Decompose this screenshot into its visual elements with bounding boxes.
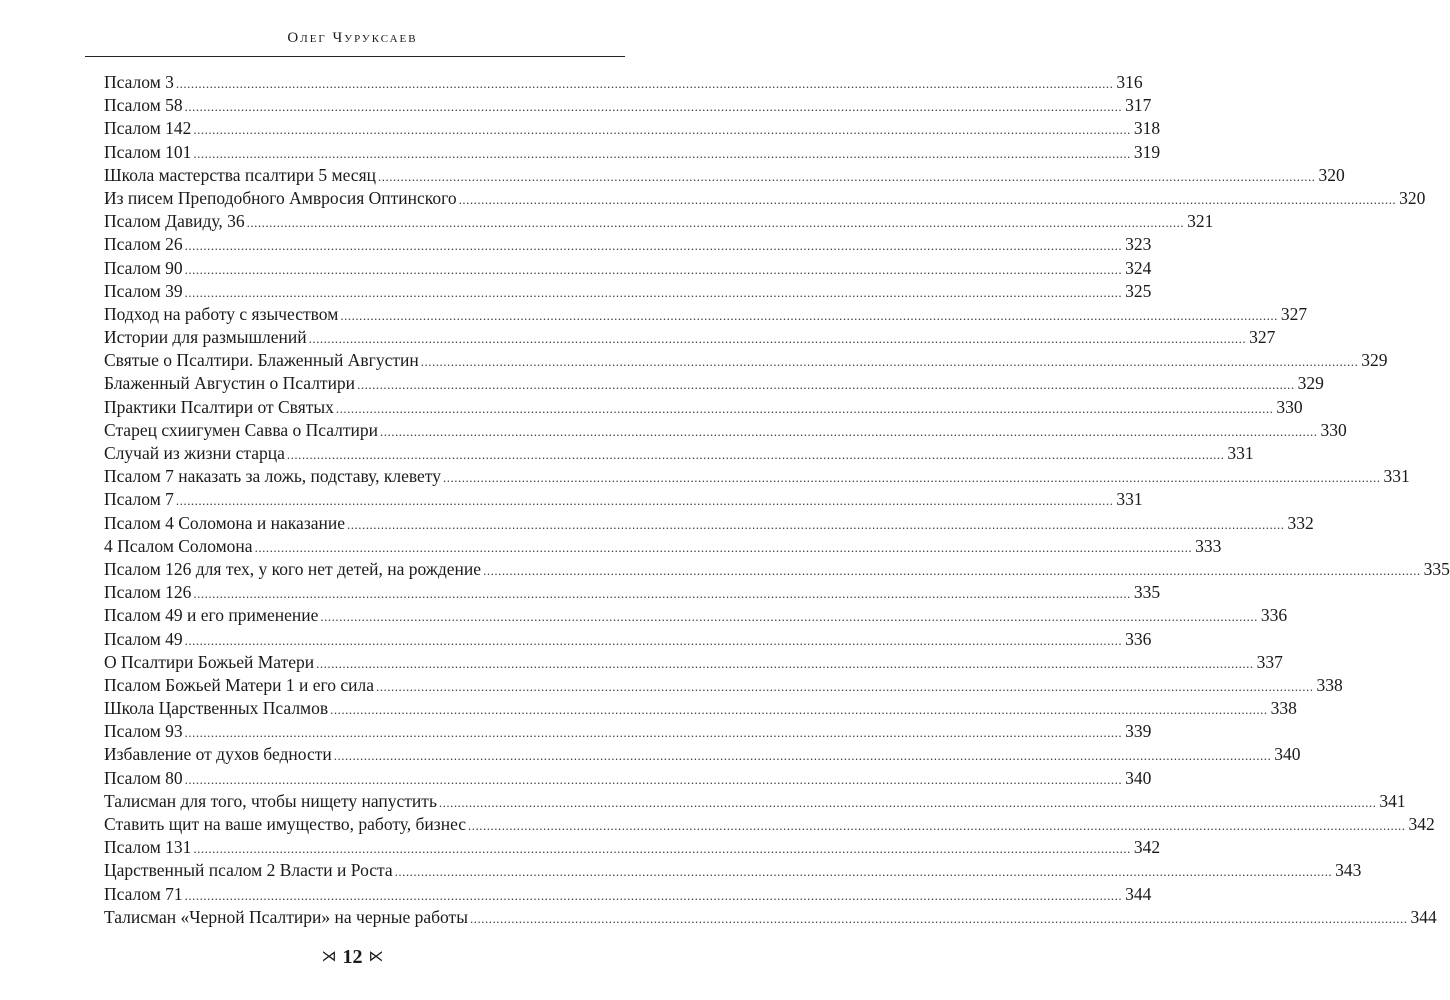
- toc-entry-title: Псалом 39: [104, 280, 183, 301]
- toc-entry-title: 4 Псалом Соломона: [104, 535, 253, 556]
- toc-dot-leader: [483, 559, 1421, 582]
- toc-entry-page: 325: [1125, 280, 1152, 301]
- toc-dot-leader: [247, 211, 1185, 234]
- toc-entry: [104, 604, 1288, 627]
- toc-entry-title: Случай из жизни старца: [104, 443, 285, 463]
- toc-entry-title: Ставить щит на ваше имущество, работу, бизнес: [104, 814, 467, 834]
- toc-entry-title: Истории для размышлений: [104, 327, 307, 348]
- toc-entry: [104, 512, 1314, 535]
- toc-entry: [104, 210, 1214, 233]
- toc-entry: [104, 303, 1308, 326]
- toc-dot-leader: [193, 142, 1131, 165]
- toc-entry-page: 342: [1408, 814, 1435, 834]
- toc-entry-page: 338: [1316, 674, 1343, 695]
- toc-entry-page: 318: [1133, 118, 1161, 139]
- toc-entry-page: 316: [1116, 72, 1143, 92]
- page-number: 12: [342, 946, 363, 968]
- toc-entry: [104, 94, 1152, 117]
- toc-dot-leader: [176, 72, 1114, 95]
- toc-entry-page: 327: [1249, 327, 1276, 348]
- toc-entry-page: 321: [1187, 211, 1214, 232]
- toc-entry-title: Псалом 3: [104, 72, 174, 92]
- toc-entry-title: Псалом 49: [104, 628, 183, 649]
- toc-entry-title: Псалом 49 и его применение: [104, 605, 319, 626]
- toc-entry: [104, 419, 1347, 442]
- toc-entry-title: Псалом 26: [104, 234, 183, 255]
- toc-entry-title: Блаженный Августин о Псалтири: [104, 373, 356, 394]
- toc-dot-leader: [330, 698, 1268, 721]
- toc-entry-title: Псалом Божьей Матери 1 и его сила: [104, 674, 374, 695]
- toc-entry-title: Псалом 4 Соломона и наказание: [104, 512, 345, 533]
- toc-dot-leader: [443, 466, 1381, 489]
- toc-dot-leader: [376, 675, 1314, 698]
- toc-entry: [104, 558, 1450, 581]
- toc-dot-leader: [193, 582, 1131, 605]
- toc-dot-leader: [185, 258, 1123, 281]
- toc-entry: [104, 674, 1343, 697]
- toc-dot-leader: [357, 373, 1295, 396]
- toc-dot-leader: [185, 629, 1123, 652]
- toc-entry: [104, 859, 1362, 882]
- toc-entry-title: Практики Псалтири от Святых: [104, 396, 334, 417]
- toc-entry-page: 332: [1287, 512, 1314, 533]
- toc-entry: [104, 488, 1143, 511]
- toc-entry: [104, 326, 1276, 349]
- toc-dot-leader: [287, 443, 1225, 466]
- toc-dot-leader: [459, 188, 1397, 211]
- toc-entry-title: Псалом 58: [104, 95, 183, 116]
- toc-dot-leader: [185, 768, 1123, 791]
- toc-entry-page: 329: [1297, 373, 1324, 394]
- toc-entry-title: Школа мастерства псалтири 5 месяц: [104, 164, 376, 185]
- toc-entry: [104, 697, 1297, 720]
- toc-dot-leader: [468, 814, 1406, 837]
- toc-entry: [104, 906, 1437, 929]
- toc-entry-title: Псалом 131: [104, 837, 192, 858]
- toc-entry-title: Псалом 7 наказать за ложь, подставу, клевету: [104, 466, 441, 487]
- toc-entry: [104, 581, 1161, 604]
- toc-entry-title: Святые о Псалтири. Блаженный Августин: [104, 350, 419, 371]
- ornament-right-icon: ⋉: [368, 949, 384, 965]
- toc-dot-leader: [334, 744, 1272, 767]
- toc-entry-page: 336: [1125, 628, 1152, 649]
- toc-entry-title: Из писем Преподобного Амвросия Оптинского: [104, 187, 457, 208]
- toc-entry-page: 329: [1361, 350, 1388, 371]
- page-folio: [0, 946, 705, 969]
- toc-entry: [104, 720, 1152, 743]
- toc-entry-page: 337: [1256, 651, 1283, 672]
- toc-entry-title: Псалом 80: [104, 767, 183, 788]
- toc-entry-title: О Псалтири Божьей Матери: [104, 651, 315, 672]
- toc-entry-page: 336: [1260, 605, 1288, 626]
- toc-entry-page: 344: [1410, 906, 1437, 927]
- toc-entry-page: 335: [1133, 582, 1161, 603]
- toc-entry: [104, 349, 1388, 372]
- toc-dot-leader: [347, 513, 1285, 536]
- toc-entry-page: 324: [1125, 257, 1152, 278]
- toc-entry-page: 342: [1133, 837, 1161, 858]
- toc-dot-leader: [185, 281, 1123, 304]
- toc-dot-leader: [193, 837, 1131, 860]
- running-head-author: Олег Чуруксаев: [287, 30, 418, 46]
- toc-entry: [104, 743, 1301, 766]
- toc-entry-title: Псалом 71: [104, 883, 183, 904]
- toc-entry: [104, 535, 1222, 558]
- toc-dot-leader: [185, 884, 1123, 907]
- toc-entry-title: Псалом 126 для тех, у кого нет детей, на рождение: [104, 558, 482, 579]
- toc-entry: [104, 233, 1152, 256]
- toc-dot-leader: [316, 652, 1254, 675]
- toc-entry-page: 335: [1423, 558, 1450, 579]
- toc-dot-leader: [185, 234, 1123, 257]
- toc-entry-page: 327: [1280, 303, 1308, 324]
- toc-entry-title: Псалом 101: [104, 141, 192, 162]
- toc-entry-page: 330: [1276, 396, 1303, 417]
- toc-entry: [104, 372, 1324, 395]
- toc-dot-leader: [439, 791, 1377, 814]
- toc-dot-leader: [470, 907, 1408, 930]
- toc-dot-leader: [320, 605, 1258, 628]
- toc-entry-page: 344: [1125, 883, 1152, 904]
- toc-dot-leader: [395, 860, 1333, 883]
- toc-entry: [104, 465, 1410, 488]
- toc-entry-page: 323: [1125, 234, 1152, 255]
- toc-entry: [104, 813, 1435, 836]
- toc-entry-title: Псалом 93: [104, 721, 183, 742]
- toc-dot-leader: [255, 536, 1193, 559]
- toc-entry: [104, 651, 1283, 674]
- toc-entry: [104, 836, 1161, 859]
- toc-entry-title: Подход на работу с язычеством: [104, 303, 339, 324]
- toc-dot-leader: [421, 350, 1359, 373]
- ornament-left-icon: ⋊: [321, 949, 337, 965]
- toc-entry-page: 340: [1125, 767, 1152, 788]
- toc-dot-leader: [193, 118, 1131, 141]
- toc-entry: [104, 71, 1143, 94]
- toc-entry-title: Старец схиигумен Савва о Псалтири: [104, 419, 379, 440]
- toc-entry: [104, 257, 1152, 280]
- toc-entry: [104, 790, 1406, 813]
- toc-entry-page: 330: [1320, 419, 1347, 440]
- toc-dot-leader: [185, 95, 1123, 118]
- toc-entry-page: 331: [1227, 443, 1254, 463]
- toc-entry-title: Школа Царственных Псалмов: [104, 698, 329, 719]
- toc-entry-page: 319: [1133, 141, 1161, 162]
- toc-entry-page: 333: [1195, 535, 1222, 556]
- toc-entry-title: Псалом 126: [104, 582, 192, 603]
- toc-entry: [104, 883, 1152, 906]
- toc-dot-leader: [340, 304, 1278, 327]
- toc-entry: [104, 280, 1152, 303]
- toc-dot-leader: [380, 420, 1318, 443]
- toc-entry-page: 340: [1274, 744, 1301, 765]
- header-divider: [85, 56, 625, 57]
- toc-entry-title: Царственный псалом 2 Власти и Роста: [104, 860, 393, 881]
- toc-entry: [104, 442, 1254, 465]
- toc-entry-page: 320: [1318, 164, 1345, 185]
- toc-entry-title: Псалом Давиду, 36: [104, 211, 245, 232]
- toc-entry-page: 331: [1116, 489, 1143, 510]
- toc-entry-title: Талисман для того, чтобы нищету напустить: [104, 790, 437, 811]
- toc-entry-title: Талисман «Черной Псалтири» на черные работы: [104, 906, 468, 927]
- table-of-contents: [104, 71, 1450, 929]
- toc-entry: [104, 117, 1161, 140]
- toc-entry-page: 343: [1335, 860, 1362, 881]
- toc-entry-title: Псалом 90: [104, 257, 183, 278]
- toc-entry-page: 339: [1125, 721, 1152, 742]
- toc-dot-leader: [176, 489, 1114, 512]
- toc-entry-title: Избавление от духов бедности: [104, 744, 332, 765]
- toc-entry-page: 317: [1125, 95, 1152, 116]
- toc-dot-leader: [378, 165, 1316, 188]
- toc-entry-page: 341: [1379, 790, 1406, 811]
- toc-entry-title: Псалом 7: [104, 489, 174, 510]
- toc-entry-page: 320: [1399, 187, 1426, 208]
- toc-entry-page: 338: [1270, 698, 1297, 719]
- toc-entry: [104, 187, 1426, 210]
- toc-entry: [104, 767, 1152, 790]
- toc-entry: [104, 396, 1303, 419]
- toc-entry: [104, 164, 1345, 187]
- toc-entry-title: Псалом 142: [104, 118, 192, 139]
- toc-entry-page: 331: [1383, 466, 1410, 487]
- toc-dot-leader: [336, 397, 1274, 420]
- toc-entry: [104, 628, 1152, 651]
- toc-entry: [104, 141, 1161, 164]
- toc-dot-leader: [185, 721, 1123, 744]
- toc-dot-leader: [309, 327, 1247, 350]
